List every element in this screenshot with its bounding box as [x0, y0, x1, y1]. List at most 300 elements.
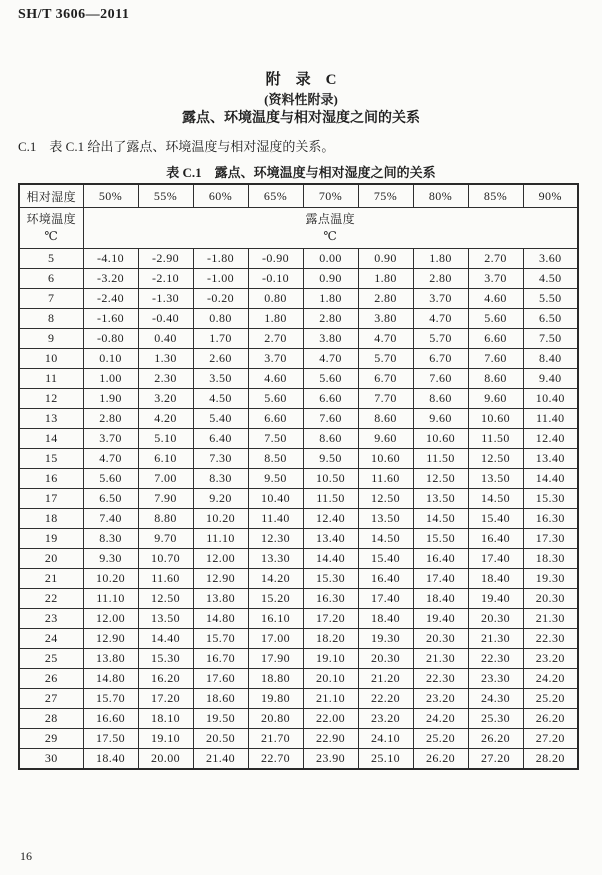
dew-point-cell: 11.60: [138, 569, 193, 589]
dew-point-cell: 8.60: [358, 409, 413, 429]
dew-point-cell: 17.50: [83, 729, 138, 749]
page-number: 16: [20, 849, 32, 863]
dew-point-cell: 14.40: [138, 629, 193, 649]
table-row: [19, 709, 578, 729]
dew-point-cell: 7.60: [413, 369, 468, 389]
dew-point-cell: 20.00: [138, 749, 193, 770]
dew-point-cell: 10.60: [358, 449, 413, 469]
dew-point-cell: 1.70: [193, 329, 248, 349]
table-row: [19, 569, 578, 589]
dew-point-cell: 4.70: [303, 349, 358, 369]
humidity-col-header: 75%: [358, 184, 413, 208]
dew-point-cell: 7.60: [303, 409, 358, 429]
doc-number: SH/T 3606—2011: [18, 7, 130, 22]
dew-point-cell: 4.20: [138, 409, 193, 429]
dew-point-cell: 6.50: [83, 489, 138, 509]
dew-point-cell: 0.80: [248, 289, 303, 309]
dew-point-cell: 26.20: [413, 749, 468, 770]
ambient-temperature-cell: 20: [19, 549, 83, 569]
dew-point-cell: 2.80: [413, 269, 468, 289]
dew-point-cell: 1.80: [413, 249, 468, 269]
dew-point-cell: 18.40: [413, 589, 468, 609]
ambient-temperature-cell: 24: [19, 629, 83, 649]
table-row: [19, 669, 578, 689]
dew-point-cell: 15.40: [358, 549, 413, 569]
table-row: [19, 749, 578, 770]
dew-point-cell: 17.20: [303, 609, 358, 629]
dew-point-cell: 14.80: [83, 669, 138, 689]
dew-point-cell: 8.60: [413, 389, 468, 409]
table-row: [19, 689, 578, 709]
dew-point-cell: 14.20: [248, 569, 303, 589]
dew-point-cell: 1.00: [83, 369, 138, 389]
dew-point-cell: 5.50: [523, 289, 578, 309]
humidity-col-header: 65%: [248, 184, 303, 208]
dew-point-cell: 0.90: [358, 249, 413, 269]
humidity-col-header: 60%: [193, 184, 248, 208]
dew-point-cell: 17.30: [523, 529, 578, 549]
table-row: [19, 609, 578, 629]
ambient-temperature-cell: 16: [19, 469, 83, 489]
dew-point-cell: 12.50: [468, 449, 523, 469]
ambient-temperature-cell: 9: [19, 329, 83, 349]
dew-point-cell: 12.90: [193, 569, 248, 589]
dew-point-cell: 18.30: [523, 549, 578, 569]
dew-point-cell: -2.40: [83, 289, 138, 309]
dew-point-cell: 6.60: [468, 329, 523, 349]
dew-point-cell: 9.60: [413, 409, 468, 429]
dew-point-cell: 15.20: [248, 589, 303, 609]
dew-point-cell: 5.60: [248, 389, 303, 409]
dew-point-cell: 9.40: [523, 369, 578, 389]
dew-point-cell: 16.40: [413, 549, 468, 569]
dew-point-cell: 22.70: [248, 749, 303, 770]
dew-point-cell: 25.20: [413, 729, 468, 749]
dew-point-cell: -2.10: [138, 269, 193, 289]
dew-point-cell: 19.40: [468, 589, 523, 609]
dew-point-cell: -0.80: [83, 329, 138, 349]
dew-point-cell: 17.60: [193, 669, 248, 689]
dew-point-cell: 9.60: [358, 429, 413, 449]
dew-point-cell: 18.80: [248, 669, 303, 689]
dew-point-cell: 4.60: [468, 289, 523, 309]
dew-point-cell: 3.70: [248, 349, 303, 369]
dew-point-cell: 14.50: [468, 489, 523, 509]
dew-point-cell: 3.70: [83, 429, 138, 449]
ambient-temperature-cell: 29: [19, 729, 83, 749]
dew-point-cell: 4.70: [83, 449, 138, 469]
dew-point-cell: 24.20: [523, 669, 578, 689]
dew-point-cell: 14.50: [413, 509, 468, 529]
ambient-temperature-cell: 10: [19, 349, 83, 369]
table-row: [19, 309, 578, 329]
appendix-heading: 露点、环境温度与相对湿度之间的关系: [182, 111, 420, 126]
dew-point-cell: 8.80: [138, 509, 193, 529]
dew-point-cell: 21.20: [358, 669, 413, 689]
table-caption: 表 C.1 露点、环境温度与相对湿度之间的关系: [166, 165, 436, 180]
dew-point-cell: 13.30: [248, 549, 303, 569]
dew-point-cell: 11.50: [413, 449, 468, 469]
dew-point-cell: -0.40: [138, 309, 193, 329]
dew-point-label: [83, 208, 578, 249]
dew-point-cell: 20.80: [248, 709, 303, 729]
dew-point-cell: 19.30: [523, 569, 578, 589]
dew-point-cell: 22.30: [413, 669, 468, 689]
dew-point-cell: 4.70: [358, 329, 413, 349]
dew-point-cell: 11.50: [303, 489, 358, 509]
dew-point-cell: 2.80: [358, 289, 413, 309]
ambient-temperature-cell: 13: [19, 409, 83, 429]
humidity-row-label: 相对湿度: [19, 184, 83, 208]
dew-point-cell: 27.20: [523, 729, 578, 749]
table-header-row-labels: [19, 208, 578, 249]
dew-point-cell: 11.40: [523, 409, 578, 429]
table-header: [19, 184, 578, 249]
dew-point-cell: 25.30: [468, 709, 523, 729]
dew-point-cell: 0.40: [138, 329, 193, 349]
dew-point-cell: 22.30: [523, 629, 578, 649]
dew-point-cell: 6.70: [413, 349, 468, 369]
ambient-temperature-cell: 27: [19, 689, 83, 709]
dew-point-cell: -4.10: [83, 249, 138, 269]
dew-point-cell: 2.70: [468, 249, 523, 269]
dew-point-cell: 20.50: [193, 729, 248, 749]
dew-point-cell: 22.20: [358, 689, 413, 709]
dew-point-cell: 16.40: [468, 529, 523, 549]
dew-point-cell: 12.00: [83, 609, 138, 629]
dew-point-cell: 12.50: [138, 589, 193, 609]
dew-point-cell: 11.60: [358, 469, 413, 489]
dew-point-cell: 3.60: [523, 249, 578, 269]
dew-point-cell: 12.90: [83, 629, 138, 649]
dew-point-cell: 14.40: [523, 469, 578, 489]
dew-point-cell: 5.70: [413, 329, 468, 349]
dew-point-cell: 0.10: [83, 349, 138, 369]
dew-point-cell: 15.50: [413, 529, 468, 549]
dew-point-cell: 23.20: [523, 649, 578, 669]
dew-point-cell: 18.40: [83, 749, 138, 770]
dew-point-cell: 17.40: [413, 569, 468, 589]
dew-point-cell: 5.40: [193, 409, 248, 429]
table-row: [19, 349, 578, 369]
dew-point-cell: 7.40: [83, 509, 138, 529]
ambient-temperature-cell: 12: [19, 389, 83, 409]
dew-point-cell: 17.20: [138, 689, 193, 709]
table-row: [19, 729, 578, 749]
dew-point-cell: 25.10: [358, 749, 413, 770]
dew-point-cell: -0.10: [248, 269, 303, 289]
dew-point-cell: 7.90: [138, 489, 193, 509]
table-row: [19, 429, 578, 449]
table-row: [19, 369, 578, 389]
dew-point-cell: 8.60: [468, 369, 523, 389]
dew-point-cell: 7.50: [248, 429, 303, 449]
dew-point-cell: 16.60: [83, 709, 138, 729]
table-header-row-humidity: [19, 184, 578, 208]
humidity-col-header: 50%: [83, 184, 138, 208]
dew-point-cell: 15.30: [138, 649, 193, 669]
dew-point-cell: 16.70: [193, 649, 248, 669]
dew-point-cell: -1.00: [193, 269, 248, 289]
dew-point-cell: 20.10: [303, 669, 358, 689]
table-row: [19, 549, 578, 569]
dew-point-cell: 3.70: [468, 269, 523, 289]
dew-point-cell: 23.90: [303, 749, 358, 770]
ambient-temperature-cell: 19: [19, 529, 83, 549]
dew-point-table: [18, 183, 579, 770]
dew-point-cell: 21.30: [413, 649, 468, 669]
ambient-temperature-cell: 30: [19, 749, 83, 770]
dew-point-cell: -2.90: [138, 249, 193, 269]
ambient-temperature-cell: 26: [19, 669, 83, 689]
dew-point-cell: 5.10: [138, 429, 193, 449]
dew-point-cell: 7.70: [358, 389, 413, 409]
dew-point-cell: 12.00: [193, 549, 248, 569]
dew-point-cell: 1.80: [358, 269, 413, 289]
dew-point-cell: 14.40: [303, 549, 358, 569]
dew-point-cell: 5.70: [358, 349, 413, 369]
dew-point-cell: -3.20: [83, 269, 138, 289]
dew-point-cell: 22.00: [303, 709, 358, 729]
humidity-col-header: 85%: [468, 184, 523, 208]
table-row: [19, 269, 578, 289]
ambient-temperature-cell: 5: [19, 249, 83, 269]
dew-point-cell: 18.10: [138, 709, 193, 729]
dew-point-cell: -1.80: [193, 249, 248, 269]
dew-point-cell: 26.20: [468, 729, 523, 749]
dew-point-cell: -0.20: [193, 289, 248, 309]
dew-point-cell: 4.70: [413, 309, 468, 329]
dew-point-cell: 19.30: [358, 629, 413, 649]
dew-point-cell: -1.30: [138, 289, 193, 309]
dew-point-cell: 4.50: [523, 269, 578, 289]
dew-point-unit: ℃: [323, 229, 338, 243]
dew-point-cell: 4.50: [193, 389, 248, 409]
dew-point-cell: 17.90: [248, 649, 303, 669]
dew-point-cell: 23.20: [413, 689, 468, 709]
dew-point-cell: 23.30: [468, 669, 523, 689]
dew-point-cell: 13.50: [358, 509, 413, 529]
table-row: [19, 409, 578, 429]
dew-point-cell: 19.10: [138, 729, 193, 749]
dew-point-cell: 11.10: [193, 529, 248, 549]
dew-point-cell: 9.50: [303, 449, 358, 469]
dew-point-cell: 22.90: [303, 729, 358, 749]
dew-point-cell: 3.50: [193, 369, 248, 389]
table-row: [19, 449, 578, 469]
dew-point-cell: 25.20: [523, 689, 578, 709]
ambient-temperature-cell: 21: [19, 569, 83, 589]
dew-point-cell: 6.40: [193, 429, 248, 449]
table-row: [19, 629, 578, 649]
ambient-temperature-cell: 6: [19, 269, 83, 289]
dew-point-cell: 13.80: [193, 589, 248, 609]
appendix-title: 附 录 C: [265, 72, 337, 88]
dew-point-cell: 10.20: [83, 569, 138, 589]
dew-point-cell: 7.30: [193, 449, 248, 469]
dew-point-cell: 11.10: [83, 589, 138, 609]
dew-point-cell: 20.30: [468, 609, 523, 629]
table-row: [19, 329, 578, 349]
dew-point-cell: 17.40: [358, 589, 413, 609]
ambient-temperature-cell: 14: [19, 429, 83, 449]
dew-point-cell: 15.40: [468, 509, 523, 529]
dew-point-cell: 9.50: [248, 469, 303, 489]
humidity-col-header: 55%: [138, 184, 193, 208]
dew-point-cell: 10.60: [468, 409, 523, 429]
dew-point-cell: 24.30: [468, 689, 523, 709]
table-row: [19, 509, 578, 529]
dew-point-cell: 6.70: [358, 369, 413, 389]
dew-point-cell: 24.20: [413, 709, 468, 729]
dew-point-cell: 7.60: [468, 349, 523, 369]
dew-point-cell: 12.50: [358, 489, 413, 509]
dew-point-cell: 13.50: [468, 469, 523, 489]
humidity-col-header: 70%: [303, 184, 358, 208]
dew-point-cell: 21.70: [248, 729, 303, 749]
dew-point-cell: 14.50: [358, 529, 413, 549]
dew-point-cell: 18.40: [358, 609, 413, 629]
dew-point-cell: 0.00: [303, 249, 358, 269]
dew-point-cell: 2.80: [83, 409, 138, 429]
dew-point-cell: 8.40: [523, 349, 578, 369]
dew-point-cell: 26.20: [523, 709, 578, 729]
dew-point-cell: 2.60: [193, 349, 248, 369]
dew-point-cell: 21.40: [193, 749, 248, 770]
dew-point-cell: 20.30: [523, 589, 578, 609]
dew-point-cell: 7.00: [138, 469, 193, 489]
table-body: [19, 249, 578, 770]
dew-point-cell: 12.30: [248, 529, 303, 549]
dew-point-cell: 12.40: [523, 429, 578, 449]
dew-point-cell: 10.70: [138, 549, 193, 569]
dew-point-cell: 19.50: [193, 709, 248, 729]
dew-point-cell: 9.20: [193, 489, 248, 509]
dew-point-cell: 15.30: [303, 569, 358, 589]
table-row: [19, 289, 578, 309]
dew-point-cell: 17.00: [248, 629, 303, 649]
dew-point-cell: 17.40: [468, 549, 523, 569]
ambient-temperature-cell: 17: [19, 489, 83, 509]
ambient-temperature-label: [19, 208, 83, 249]
table-row: [19, 589, 578, 609]
dew-point-cell: 8.50: [248, 449, 303, 469]
ambient-temperature-cell: 28: [19, 709, 83, 729]
dew-point-cell: 3.70: [413, 289, 468, 309]
dew-point-cell: 24.10: [358, 729, 413, 749]
dew-point-cell: 6.60: [248, 409, 303, 429]
dew-point-cell: 10.40: [523, 389, 578, 409]
dew-point-cell: 16.40: [358, 569, 413, 589]
dew-point-cell: 3.80: [303, 329, 358, 349]
appendix-subtitle: (资料性附录): [264, 92, 338, 107]
dew-point-cell: 13.50: [413, 489, 468, 509]
dew-point-cell: 15.70: [83, 689, 138, 709]
dew-point-cell: 6.10: [138, 449, 193, 469]
table-row: [19, 389, 578, 409]
dew-point-cell: 5.60: [83, 469, 138, 489]
dew-point-cell: 9.70: [138, 529, 193, 549]
dew-point-cell: 5.60: [303, 369, 358, 389]
dew-point-cell: 8.60: [303, 429, 358, 449]
ambient-temperature-cell: 22: [19, 589, 83, 609]
table-row: [19, 649, 578, 669]
dew-point-cell: 13.80: [83, 649, 138, 669]
dew-point-cell: 13.40: [303, 529, 358, 549]
dew-point-cell: 18.60: [193, 689, 248, 709]
dew-point-cell: 23.20: [358, 709, 413, 729]
dew-point-cell: 11.50: [468, 429, 523, 449]
ambient-temperature-cell: 18: [19, 509, 83, 529]
dew-point-cell: 16.20: [138, 669, 193, 689]
dew-point-cell: 10.50: [303, 469, 358, 489]
table-row: [19, 469, 578, 489]
table-row: [19, 489, 578, 509]
dew-point-cell: 5.60: [468, 309, 523, 329]
dew-point-cell: 7.50: [523, 329, 578, 349]
dew-point-cell: 2.80: [303, 309, 358, 329]
dew-point-cell: 16.10: [248, 609, 303, 629]
dew-point-cell: 27.20: [468, 749, 523, 770]
dew-point-cell: 1.80: [303, 289, 358, 309]
dew-point-cell: 16.30: [303, 589, 358, 609]
clause-text: C.1 表 C.1 给出了露点、环境温度与相对湿度的关系。: [18, 139, 335, 154]
dew-point-cell: 19.80: [248, 689, 303, 709]
dew-point-cell: 8.30: [193, 469, 248, 489]
dew-point-cell: 19.40: [413, 609, 468, 629]
dew-point-cell: 10.20: [193, 509, 248, 529]
dew-point-label-text: 露点温度: [305, 212, 356, 226]
ambient-temperature-label-text: 环境温度: [26, 212, 77, 226]
ambient-temperature-cell: 8: [19, 309, 83, 329]
dew-point-cell: 6.50: [523, 309, 578, 329]
dew-point-cell: 2.70: [248, 329, 303, 349]
dew-point-cell: -0.90: [248, 249, 303, 269]
dew-point-cell: -1.60: [83, 309, 138, 329]
dew-point-cell: 10.60: [413, 429, 468, 449]
dew-point-cell: 1.80: [248, 309, 303, 329]
dew-point-cell: 6.60: [303, 389, 358, 409]
dew-point-cell: 21.30: [523, 609, 578, 629]
ambient-temperature-cell: 23: [19, 609, 83, 629]
dew-point-cell: 9.30: [83, 549, 138, 569]
dew-point-cell: 12.50: [413, 469, 468, 489]
dew-point-cell: 1.30: [138, 349, 193, 369]
dew-point-cell: 14.80: [193, 609, 248, 629]
dew-point-cell: 16.30: [523, 509, 578, 529]
table-row: [19, 249, 578, 269]
ambient-temperature-cell: 7: [19, 289, 83, 309]
dew-point-cell: 0.90: [303, 269, 358, 289]
ambient-temperature-unit: ℃: [44, 229, 59, 243]
dew-point-cell: 22.30: [468, 649, 523, 669]
ambient-temperature-cell: 25: [19, 649, 83, 669]
dew-point-cell: 1.90: [83, 389, 138, 409]
dew-point-cell: 9.60: [468, 389, 523, 409]
dew-point-cell: 13.50: [138, 609, 193, 629]
dew-point-cell: 12.40: [303, 509, 358, 529]
dew-point-cell: 0.80: [193, 309, 248, 329]
dew-point-cell: 11.40: [248, 509, 303, 529]
dew-point-cell: 18.20: [303, 629, 358, 649]
ambient-temperature-cell: 15: [19, 449, 83, 469]
humidity-col-header: 80%: [413, 184, 468, 208]
dew-point-cell: 20.30: [358, 649, 413, 669]
humidity-col-header: 90%: [523, 184, 578, 208]
dew-point-cell: 20.30: [413, 629, 468, 649]
dew-point-cell: 3.80: [358, 309, 413, 329]
dew-point-cell: 18.40: [468, 569, 523, 589]
